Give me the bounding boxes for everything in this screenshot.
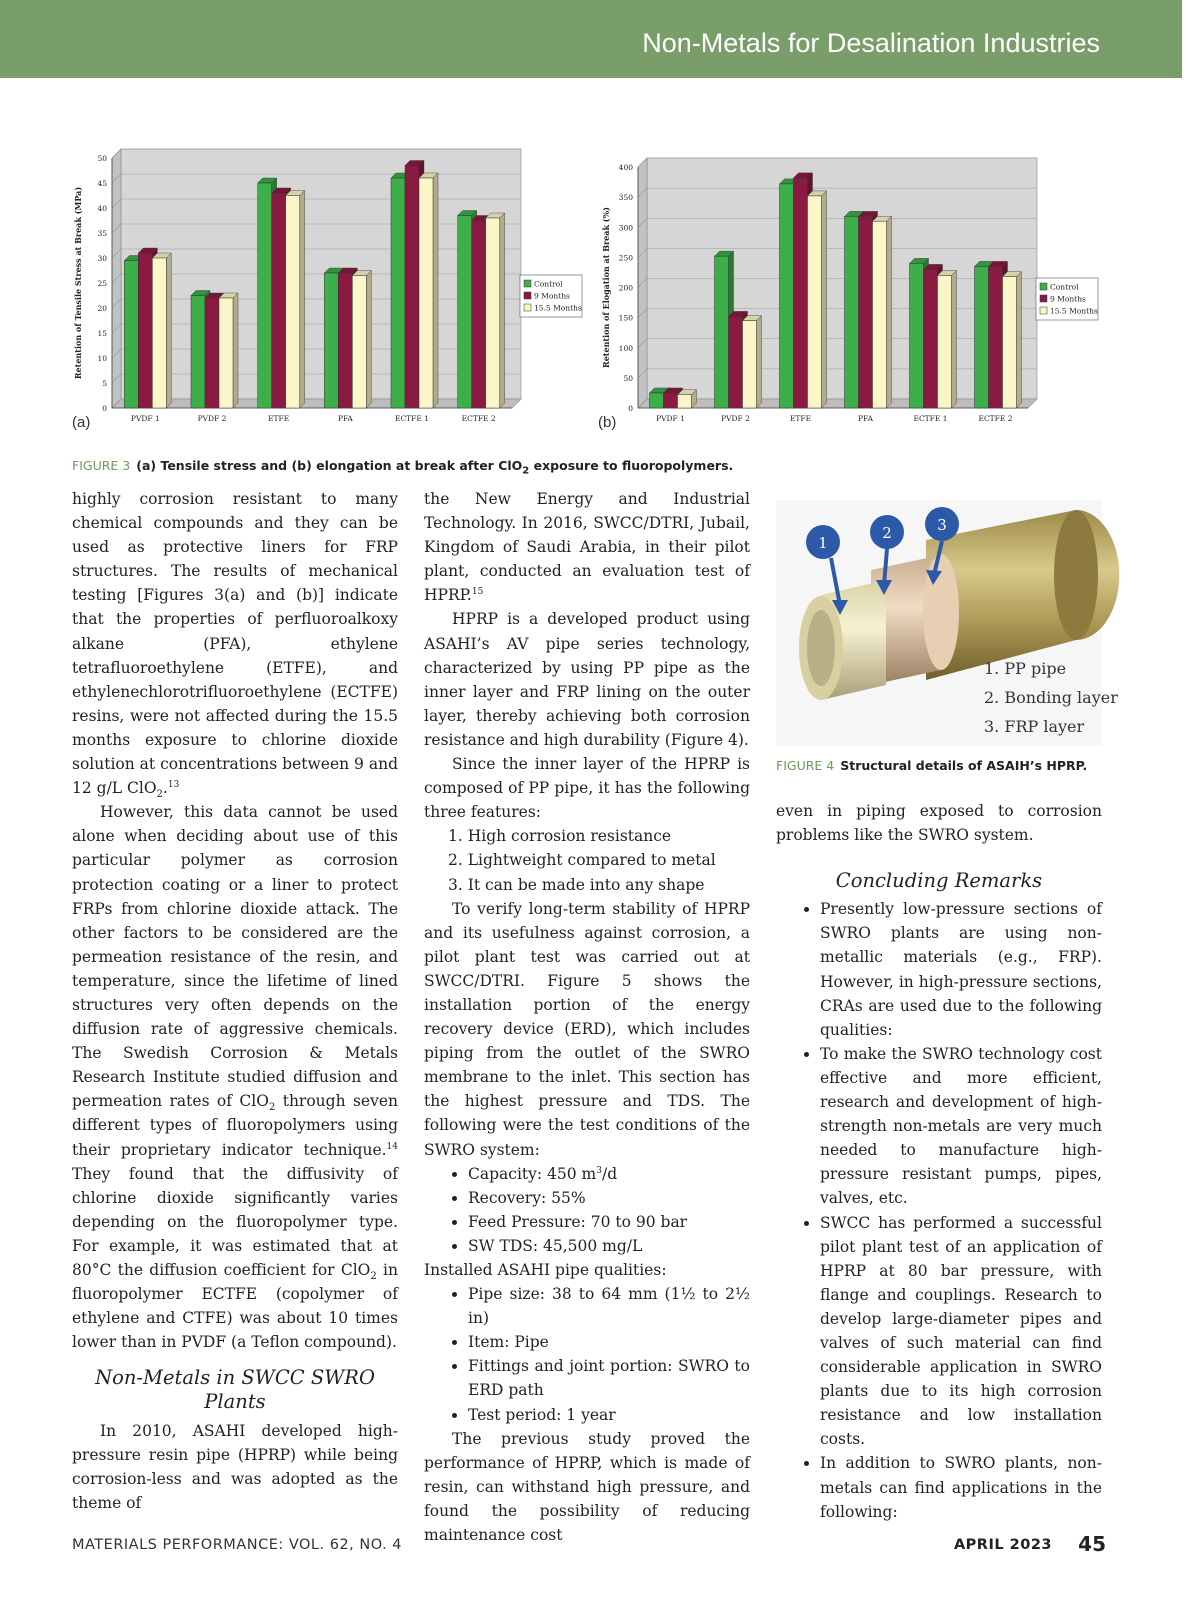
figure3-caption-sub: 2	[522, 465, 530, 477]
legend-entry: 9 Months	[1050, 294, 1086, 304]
bar	[258, 183, 272, 408]
col1-p2-sub1: 2	[268, 1102, 276, 1114]
y-tick-label: 50	[623, 373, 633, 383]
legend-swatch	[524, 304, 531, 311]
y-tick-label: 45	[97, 179, 107, 188]
x-tick-label: PVDF 2	[721, 414, 750, 423]
y-tick-label: 25	[97, 279, 107, 288]
legend-swatch	[1040, 283, 1047, 290]
bar	[1003, 277, 1017, 408]
col1-p1-text-b: .	[162, 779, 168, 798]
list-item: • Feed Pressure: 70 to 90 bar	[468, 1210, 750, 1234]
footer-journal: MATERIALS PERFORMANCE: VOL. 62, NO. 4	[72, 1537, 403, 1553]
bar-side	[166, 253, 171, 408]
bar	[873, 221, 887, 408]
y-axis-label: Retention of Tensile Stress at Break (MPa)	[73, 186, 83, 380]
y-tick-label: 20	[97, 304, 107, 313]
header-title: Non-Metals for Desalination Industries	[642, 28, 1100, 58]
list-item: • Pipe size: 38 to 64 mm (1½ to 2½ in)	[468, 1282, 750, 1330]
col2-paragraph-2: HPRP is a developed product using ASAHI’s AV pipe series technology, characterized by using PP pipe as the inner layer and FRP lining on the outer layer, thereby achieving both corrosion resistance and high durability (Figure 4).	[424, 610, 750, 749]
bar-side	[887, 216, 892, 408]
col1-p1-text: highly corrosion resistant to many chemical compounds and they can be used as protective liners for FRP structures. The results of mechanical testing [Figures 3(a) and (b)] indicate that the properties of perfluoroalkoxy alkane (PFA), ethylene tetrafluoroethylene (ETFE), and ethylenechlorotrifluoroethylene (ECTFE) resins, were not affected during the 15.5 months exposure to chlorine dioxide solution at concentrations between 9 and 12 g/L ClO	[72, 490, 398, 798]
list-item: 3. It can be made into any shape	[448, 875, 705, 894]
legend-pp-pipe: 1. PP pipe	[984, 659, 1067, 678]
legend-swatch	[1040, 307, 1047, 314]
legend-swatch	[1040, 295, 1047, 302]
y-tick-label: 100	[618, 343, 633, 353]
bar-side	[300, 191, 305, 409]
figure3-caption-pre: (a) Tensile stress and (b) elongation at break after ClO	[136, 458, 523, 473]
callout-2: 2	[882, 524, 892, 542]
x-tick-label: PFA	[857, 414, 874, 423]
bar	[405, 166, 419, 409]
bar-side	[233, 293, 238, 408]
bar	[780, 184, 794, 408]
bar	[910, 263, 924, 408]
bar	[124, 261, 138, 409]
y-tick-label: 300	[618, 223, 633, 233]
col1-paragraph-2	[72, 800, 398, 1354]
x-tick-label: PVDF 1	[656, 414, 685, 423]
y-tick-label: 10	[97, 354, 107, 363]
bar-side	[757, 316, 762, 408]
col1-p2-sub2: 2	[370, 1271, 377, 1283]
figure4-caption-text: Structural details of ASAIH’s HPRP.	[840, 758, 1088, 773]
y-tick-label: 150	[618, 313, 633, 323]
bar	[138, 253, 152, 408]
bar	[219, 298, 233, 408]
bar	[743, 321, 757, 408]
x-tick-label: ECTFE 1	[913, 414, 948, 423]
pipe-illustration	[776, 500, 1118, 746]
bar-side	[366, 271, 371, 409]
legend-entry: Control	[1050, 282, 1079, 292]
list-item: • Test period: 1 year	[468, 1403, 750, 1427]
list-item: • Fittings and joint portion: SWRO to ERD path	[468, 1354, 750, 1402]
list-item: • Item: Pipe	[468, 1330, 750, 1354]
list-item: 1. High corrosion resistance	[448, 827, 672, 846]
legend-entry: Control	[534, 279, 563, 289]
bar-side	[1017, 272, 1022, 408]
col3-paragraph-1: even in piping exposed to corrosion problems like the SWRO system.	[776, 802, 1102, 845]
y-tick-label: 30	[97, 254, 107, 263]
y-tick-label: 5	[102, 379, 107, 388]
x-tick-label: ECTFE 1	[394, 414, 430, 423]
list-item: • To make the SWRO technology cost effective and more efficient, research and development of high-strength non-metals are very much needed to manufacture high-pressure resistant pumps, pipes, valves, etc.	[820, 1042, 1102, 1211]
concluding-remarks-list	[776, 897, 1102, 1523]
features-list	[424, 824, 750, 896]
frp-end	[1054, 510, 1098, 640]
legend-frp-layer: 3. FRP layer	[984, 717, 1085, 736]
legend-bonding-layer: 2. Bonding layer	[984, 688, 1118, 707]
y-axis-label: Retention of Elogation at Break (%)	[601, 207, 611, 368]
capacity-sup: 3	[596, 1165, 602, 1176]
bar	[664, 393, 678, 408]
list-item: 2. Lightweight compared to metal	[448, 851, 716, 870]
capacity-unit: /d	[601, 1164, 618, 1183]
bar	[938, 275, 952, 408]
figure4-caption	[776, 758, 1087, 773]
col2-paragraph-5: The previous study proved the performance of HPRP, which is made of resin, can withstand high pressure, and found the possibility of reducing maintenance cost	[424, 1429, 750, 1545]
bar	[975, 266, 989, 408]
chart-a-svg	[72, 145, 592, 445]
col1-p1-sub: 2	[156, 789, 163, 801]
bar-side	[500, 213, 505, 408]
test-conditions-list	[424, 1162, 750, 1258]
figure4-pipe-image	[776, 500, 1118, 746]
y-tick-label: 200	[618, 283, 633, 293]
bar-side	[433, 173, 438, 408]
bar	[845, 216, 859, 408]
figure3-label: FIGURE 3	[72, 458, 131, 473]
col1-p2-text-a: However, this data cannot be used alone when deciding about use of this particular polymer as corrosion protection coating or a liner to protect FRPs from chlorine dioxide attack. The other factors to be considered are the permeation resistance of the resin, and temperature, since the lifetime of lined structures very often depends on the diffusion rate of aggressive chemicals. The Swedish Corrosion & Metals Research Institute studied diffusion and permeation rates of ClO	[72, 803, 398, 1111]
bar	[338, 273, 352, 408]
figure3-caption	[72, 458, 734, 477]
col1-p2-ref: 14	[386, 1141, 398, 1152]
x-tick-label: ETFE	[268, 414, 290, 423]
callout-1: 1	[818, 534, 828, 552]
installed-qualities-heading: Installed ASAHI pipe qualities:	[424, 1261, 667, 1279]
x-tick-label: PVDF 2	[197, 414, 227, 423]
bar	[324, 273, 338, 408]
column-1	[72, 487, 398, 1515]
col2-paragraph-4: To verify long-term stability of HPRP and its usefulness against corrosion, a pilot plant test was carried out at SWCC/DTRI. Figure 5 shows the installation portion of the energy recovery device (ERD), which includes piping from the outlet of the SWRO membrane to the inlet. This section has the highest pressure and TDS. The following were the test conditions of the SWRO system:	[424, 899, 750, 1159]
legend-swatch	[524, 292, 531, 299]
figure4-label: FIGURE 4	[776, 758, 835, 773]
bar	[272, 193, 286, 408]
pp-pipe-bore	[807, 610, 835, 686]
col2-paragraph-1	[424, 487, 750, 607]
col1-p1-ref: 13	[167, 779, 180, 790]
list-item: • SWCC has performed a successful pilot plant test of an application of HPRP at 80 bar pressure, with flange and couplings. Research to develop large-diameter pipes and valves of such material can find considerable application in SWRO plants due to its high corrosion resistance and low installation costs.	[820, 1211, 1102, 1452]
bar-side	[952, 270, 957, 408]
y-tick-label: 350	[618, 193, 633, 203]
y-tick-label: 15	[97, 329, 107, 338]
y-tick-label: 0	[102, 404, 107, 413]
pipe-qualities-list	[424, 1282, 750, 1427]
y-tick-label: 50	[97, 154, 107, 163]
legend-swatch	[524, 280, 531, 287]
bar	[678, 395, 692, 408]
section-heading-non-metals: Non-Metals in SWCC SWRO Plants	[95, 1366, 375, 1414]
bar	[152, 258, 166, 408]
list-item: • In addition to SWRO plants, non-metals can find applications in the following:	[820, 1451, 1102, 1523]
figure3-caption-post: exposure to fluoropolymers.	[529, 458, 734, 473]
col2-p1-ref: 15	[471, 587, 484, 598]
y-tick-label: 35	[97, 229, 107, 238]
chart-b-svg	[600, 145, 1130, 445]
x-tick-label: PFA	[337, 414, 353, 423]
x-tick-label: ECTFE 2	[978, 414, 1013, 423]
chart-tensile-stress	[72, 145, 592, 445]
x-tick-label: PVDF 1	[130, 414, 160, 423]
bar	[458, 216, 472, 409]
bar	[191, 296, 205, 409]
col1-p2-text-d: in fluoropolymer ECTFE (copolymer of ethylene and CTFE) was about 10 times lower than in PVDF (a Teflon compound).	[72, 1261, 398, 1352]
y-tick-label: 400	[618, 163, 633, 172]
legend-entry: 15.5 Months	[1050, 306, 1098, 316]
bar	[352, 276, 366, 409]
col2-p1-text: the New Energy and Industrial Technology. In 2016, SWCC/DTRI, Jubail, Kingdom of Saudi Arabia, in their pilot plant, conducted an evaluation test of HPRP.	[424, 490, 750, 605]
y-tick-label: 40	[97, 204, 107, 213]
bar-side	[822, 191, 827, 408]
capacity-text: Capacity: 450 m	[468, 1164, 597, 1183]
chart-elongation	[600, 145, 1130, 445]
column-2	[424, 487, 750, 1547]
y-tick-label: 250	[618, 253, 633, 263]
y-tick-label: 0	[628, 404, 633, 413]
column-3	[776, 799, 1102, 1524]
callout-3: 3	[937, 516, 947, 534]
bar	[924, 269, 938, 408]
bar	[205, 298, 219, 408]
col1-p2-text-b: through seven different types of fluoropolymers using their proprietary indicator technique.	[72, 1092, 399, 1159]
bar	[486, 218, 500, 408]
bar	[859, 216, 873, 408]
bar	[729, 316, 743, 408]
col1-paragraph-3: In 2010, ASAHI developed high-pressure resin pipe (HPRP) while being corrosion-less and was adopted as the theme of	[72, 1421, 398, 1512]
section-heading-concluding: Concluding Remarks	[835, 869, 1043, 893]
bar	[989, 266, 1003, 408]
x-tick-label: ETFE	[789, 414, 812, 423]
col1-paragraph-1	[72, 487, 398, 800]
bar	[715, 256, 729, 408]
panel-label-a: (a)	[72, 414, 91, 431]
list-item: • SW TDS: 45,500 mg/L	[468, 1234, 750, 1258]
col2-paragraph-3: Since the inner layer of the HPRP is composed of PP pipe, it has the following three features:	[424, 755, 750, 822]
bar	[472, 221, 486, 409]
list-item: • Recovery: 55%	[468, 1186, 750, 1210]
legend-entry: 15.5 Months	[534, 303, 582, 313]
legend-entry: 9 Months	[534, 291, 570, 301]
x-tick-label: ECTFE 2	[461, 414, 496, 423]
bar	[794, 178, 808, 408]
bar	[650, 393, 664, 408]
col1-p2-text-c: They found that the diffusivity of chlorine dioxide significantly varies depending on the fluoropolymer type. For example, it was estimated that at 80°C the diffusion coefficient for ClO	[72, 1164, 398, 1279]
panel-label-b: (b)	[598, 414, 617, 431]
footer-date: APRIL 2023	[953, 1537, 1052, 1553]
list-item	[468, 1162, 750, 1186]
bar	[391, 178, 405, 408]
bar	[286, 196, 300, 409]
bar	[419, 178, 433, 408]
page-number: 45	[1078, 1532, 1106, 1556]
bar	[808, 196, 822, 408]
list-item: • Presently low-pressure sections of SWRO plants are using non-metallic materials (e.g., FRP). However, in high-pressure sections, CRAs are used due to the following qualities:	[820, 897, 1102, 1042]
